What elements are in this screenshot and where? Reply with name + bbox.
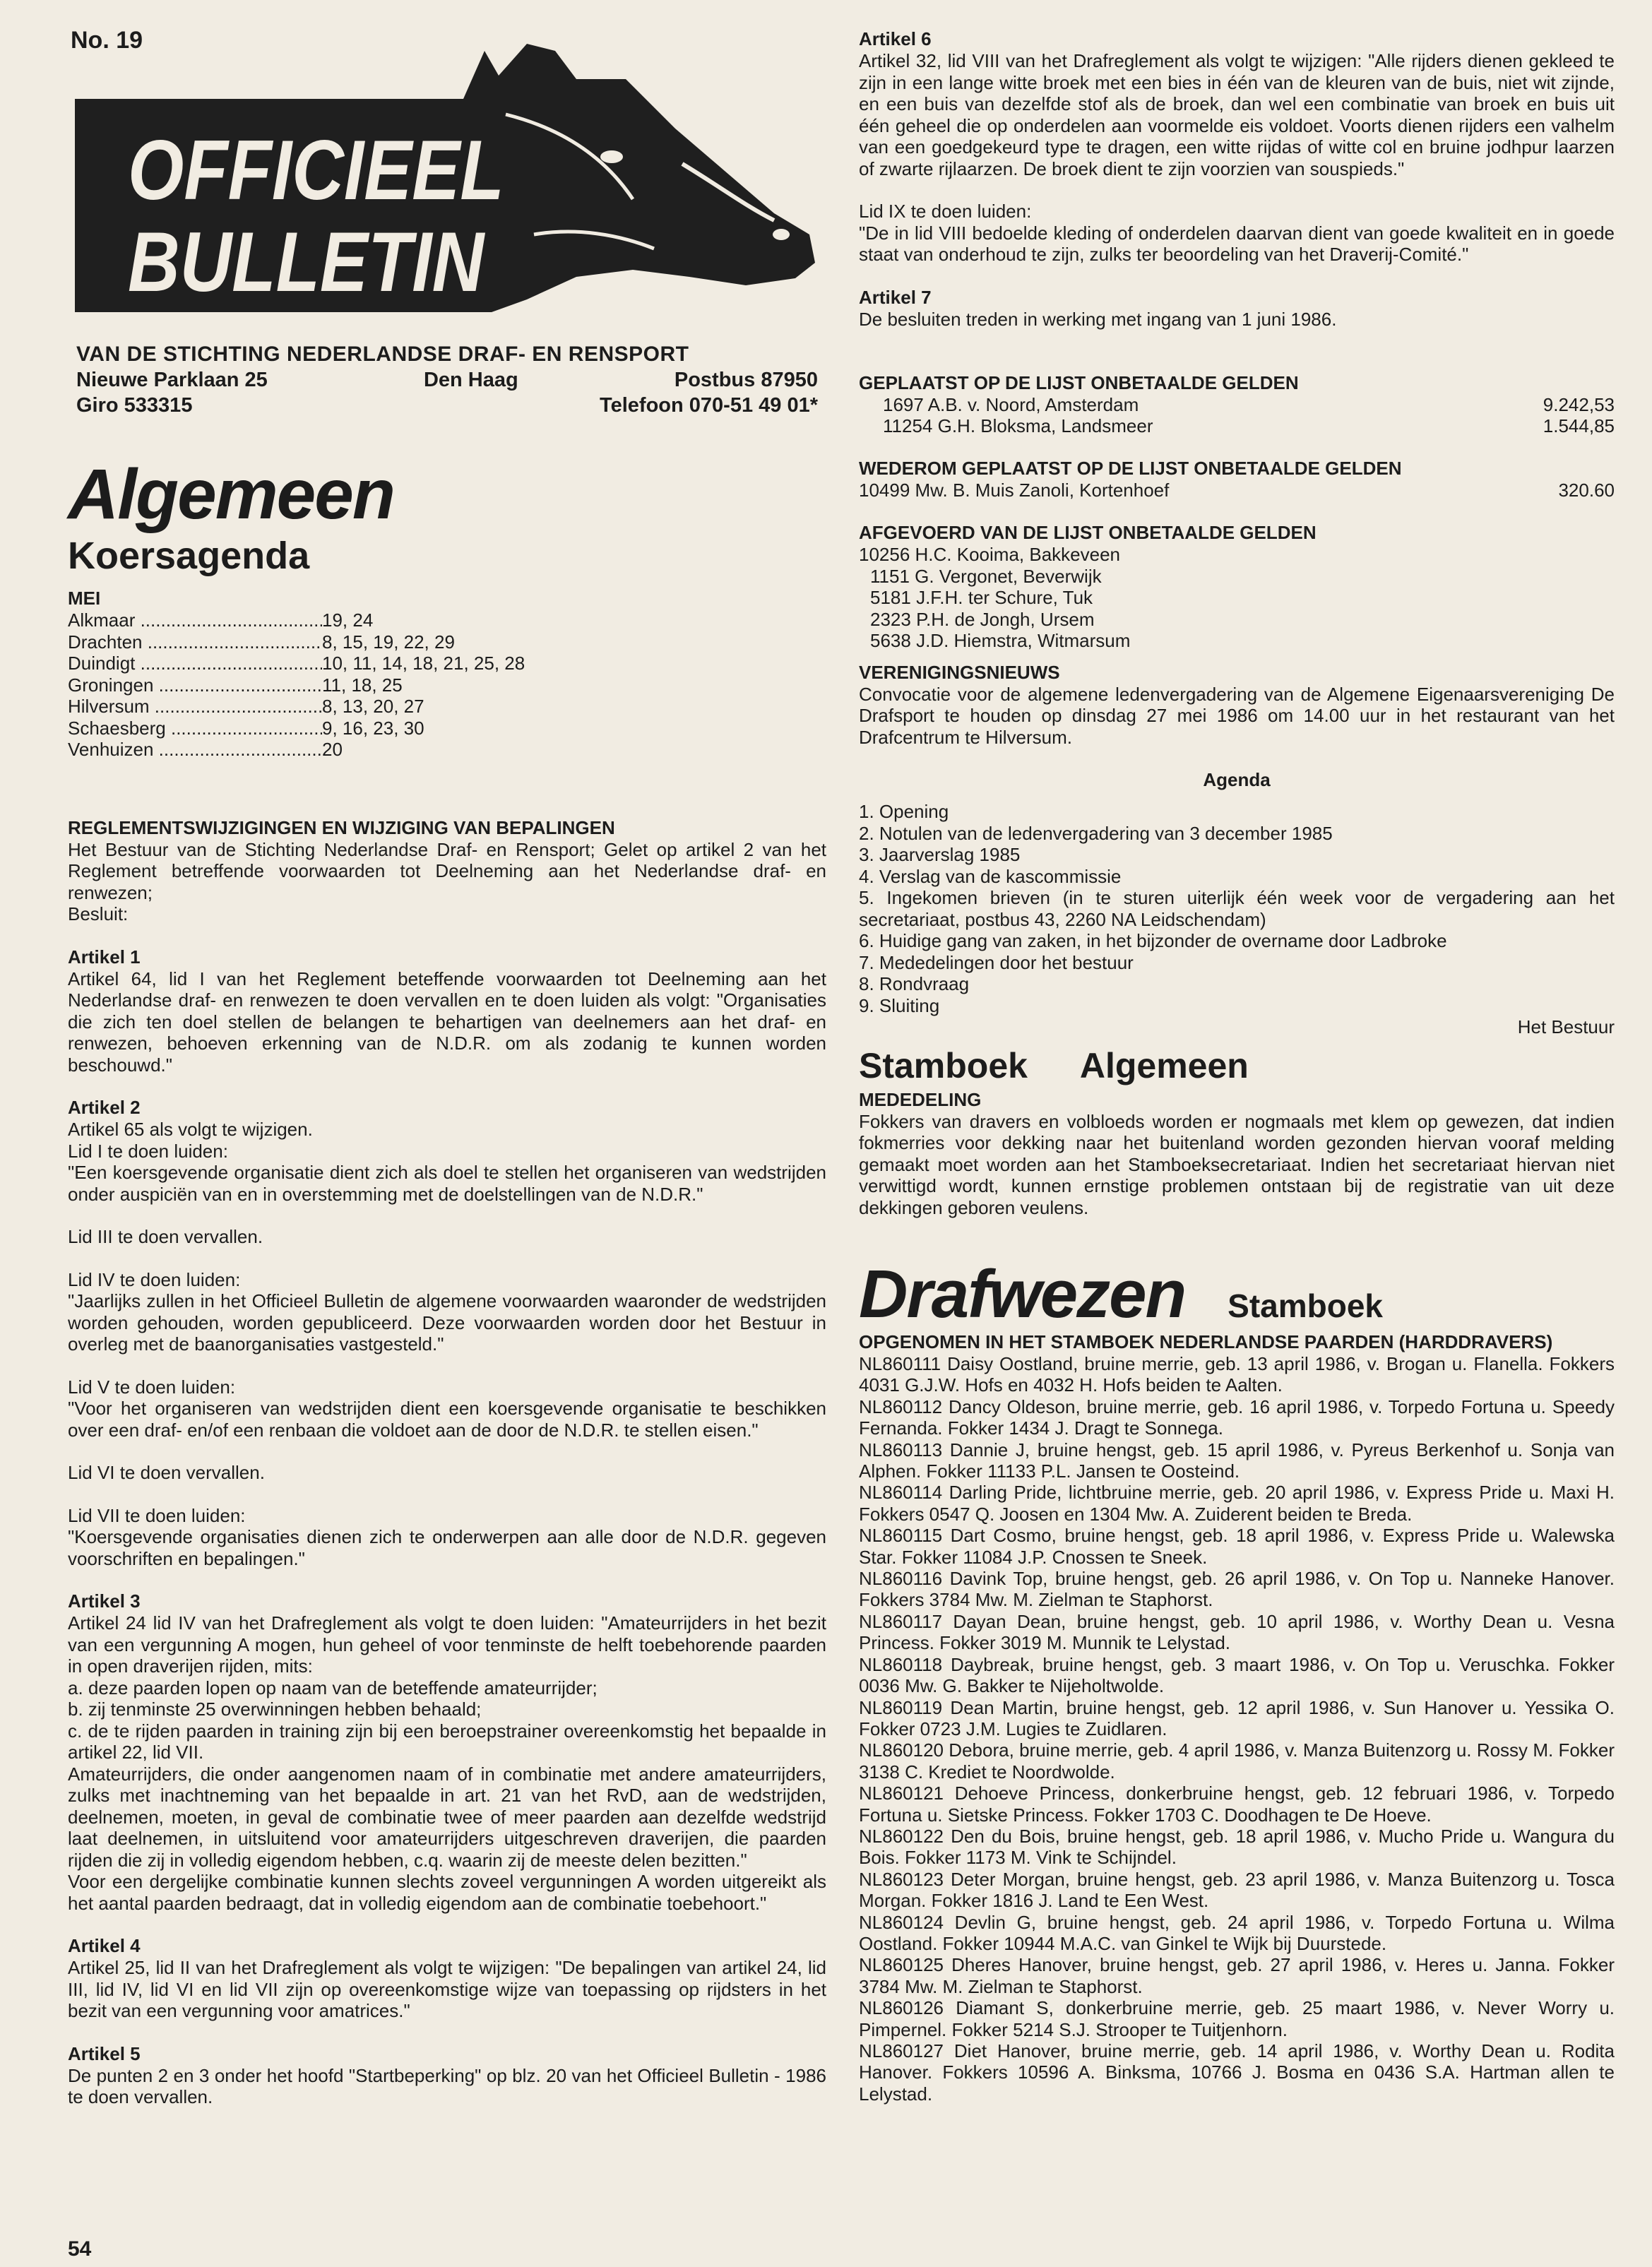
wederom-heading: WEDEROM GEPLAATST OP DE LIJST ONBETAALDE GELDEN — [859, 458, 1402, 479]
besluit-label: Besluit: — [68, 903, 129, 924]
signed-by: Het Bestuur — [1517, 1016, 1615, 1037]
horse-head-logo — [68, 23, 819, 318]
afgevoerd-item: 5181 J.F.H. ter Schure, Tuk — [870, 587, 1093, 608]
agenda-dates: 20 — [322, 739, 343, 760]
afgevoerd-item: 2323 P.H. de Jongh, Ursem — [870, 608, 1095, 630]
artikel-2-lid1: "Een koersgevende organisatie dient zich als doel te stellen het organiseren van wedstrijden onder auspiciën van en in overstemming met de doelstellingen van de N.D.R." — [68, 1162, 826, 1205]
stamboek-entry: NL860113 Dannie J, bruine hengst, geb. 15 april 1986, v. Pyreus Berkenhof u. Sonja van Alphen. Fokker 11133 P.L. Jansen te Oosteind. — [859, 1439, 1615, 1482]
artikel-3-a: a. deze paarden lopen op naam van de beteffende amateurrijder; — [68, 1677, 598, 1698]
mededeling-text: Fokkers van dravers en volbloeds worden er nogmaals met klem op gewezen, dat indien fokmerries voor dekking naar het buitenland worden gezonden hiervan vooraf melding gemaakt moet worden aan het Stamboeksecretariaat. Indien het secretariaat hiervan niet verwittigd wordt, kunnen ernstige problemen ontstaan bij de registratie van uit deze dekkingen geboren veulens. — [859, 1110, 1615, 1218]
afgevoerd-heading: AFGEVOERD VAN DE LIJST ONBETAALDE GELDEN — [859, 522, 1317, 543]
artikel-7-title: Artikel 7 — [859, 286, 932, 308]
stamboek-entry: NL860115 Dart Cosmo, bruine hengst, geb. 18 april 1986, v. Express Pride u. Walewska Star. Fokker 11084 J.P. Cnossen te Sneek. — [859, 1525, 1615, 1568]
stamboek-entries — [859, 1353, 1615, 2105]
stamboek-word: Stamboek — [859, 1045, 1028, 1085]
wederom-list — [859, 480, 1615, 501]
agenda-item: 5. Ingekomen brieven (in te sturen uiterlijk één week voor de vergadering aan het secretariaat, postbus 43, 2260 NA Leidschendam) — [859, 887, 1615, 930]
agenda-dates: 8, 15, 19, 22, 29 — [322, 631, 455, 653]
debt-amount: 1.544,85 — [1543, 415, 1615, 436]
mededeling-heading: MEDEDELING — [859, 1088, 982, 1110]
artikel-2-lid1-head: Lid I te doen luiden: — [68, 1140, 228, 1162]
artikel-3-text3: Voor een dergelijke combinatie kunnen slechts zoveel vergunningen A worden uitgereikt als het aantal paarden bedraagt, dat in volledig eigendom aan de combinatie toebehoort." — [68, 1871, 826, 1914]
stamboek-entry: NL860126 Diamant S, donkerbruine merrie, geb. 25 maart 1986, v. Never Worry u. Pimpernel. Fokker 5214 S.J. Strooper te Tuitjenhorn. — [859, 1997, 1615, 2040]
artikel-3-c: c. de te rijden paarden in training zijn bij een beroepstrainer overeenkomstig het bepaalde in artikel 22, lid VII. — [68, 1720, 826, 1763]
drafwezen-header — [859, 1256, 1615, 1332]
afgevoerd-item: 10256 H.C. Kooima, Bakkeveen — [859, 544, 1120, 565]
agenda-row — [68, 739, 826, 761]
stamboek-entry: NL860124 Devlin G, bruine hengst, geb. 24 april 1986, v. Torpedo Fortuna u. Wilma Oostland. Fokker 10944 M.A.C. van Ginkel te Wijk bij Duurstede. — [859, 1911, 1615, 1954]
agenda-dates: 9, 16, 23, 30 — [322, 717, 424, 739]
agenda-place: Hilversum ..... — [68, 696, 322, 718]
artikel-2-lid5: "Voor het organiseren van wedstrijden dient een koersgevende organisatie te beschikken over een draf- en/of een renbaan die voldoet aan de door de N.D.R. te stellen eisen." — [68, 1398, 826, 1441]
artikel-3-text2: Amateurrijders, die onder aangenomen naam of in combinatie met andere amateurrijders, zulks met inachtneming van het bepaalde in art. 21 van het RvD, aan de wedstrijden, deelnemen, moeten, in geval de combinatie twee of meer paarden aan dezelfde wedstrijd laat deelnemen, in uitsluitend voor amateurrijders uitgeschreven draverijen, die paarden rijden die zij in volledig eigendom hebben, c.q. waarin zij de meeste delen bezitten." — [68, 1763, 826, 1871]
artikel-6-lid9: "De in lid VIII bedoelde kleding of onderdelen daarvan dient van goede kwaliteit en in goede staat van onderhoud te zijn, zulks ter beoordeling van het Draverij-Comité." — [859, 222, 1615, 265]
agenda-dates: 11, 18, 25 — [322, 674, 403, 696]
stamboek-entry: NL860127 Diet Hanover, bruine merrie, geb. 14 april 1986, v. Worthy Dean u. Rodita Hanover. Fokkers 10596 A. Binksma, 10766 J. Bosma en 0436 S.A. Hartman allen te Lelystad. — [859, 2040, 1615, 2105]
artikel-1-text: Artikel 64, lid I van het Reglement beteffende voorwaarden tot Deelneming aan het Nederlandse draf- en renwezen te doen vervallen en te doen luiden als volgt: "Organisaties die zich ten doel stellen de belangen te behartigen van deelnemers aan het draf- en renwezen, behoeven erkenning van de N.D.R. om als zodanig te kunnen worden beschouwd." — [68, 968, 826, 1076]
vereniging-text: Convocatie voor de algemene ledenvergadering van de Algemene Eigenaarsvereniging De Drafsport te houden op dinsdag 27 mei 1986 om 14.00 uur in het restaurant van het Drafcentrum te Hilversum. — [859, 683, 1615, 748]
agenda-item: 2. Notulen van de ledenvergadering van 3 december 1985 — [859, 822, 1333, 844]
masthead — [76, 342, 818, 418]
artikel-7-text: De besluiten treden in werking met ingang van 1 juni 1986. — [859, 308, 1337, 330]
regl-intro: Het Bestuur van de Stichting Nederlandse Draf- en Rensport; Gelet op artikel 2 van het Reglement betreffende voorwaarden tot Deelneming aan het Nederlandse draf- en renwezen; — [68, 838, 826, 903]
artikel-3-b: b. zij tenminste 25 overwinningen hebben behaald; — [68, 1698, 482, 1720]
stamboek-entry: NL860123 Deter Morgan, bruine hengst, geb. 23 april 1986, v. Manza Buitenzorg u. Tosca Morgan. Fokker 1816 J. Land te Een West. — [859, 1868, 1615, 1912]
issue-number: No. 19 — [71, 27, 143, 54]
koersagenda-list — [68, 609, 826, 761]
stamboek-entry: NL860122 Den du Bois, bruine hengst, geb. 18 april 1986, v. Mucho Pride u. Wangura du Bois. Fokker 1173 M. Vink te Schijndel. — [859, 1825, 1615, 1869]
debtor-name: 11254 G.H. Bloksma, Landsmeer — [883, 415, 1153, 436]
stamboek-entry: NL860112 Dancy Oldeson, bruine merrie, geb. 16 april 1986, v. Torpedo Fortuna u. Speedy Fernanda. Fokker 1434 J. Dragt te Sonnega. — [859, 1396, 1615, 1439]
agenda-title: Agenda — [1203, 769, 1271, 790]
logo-word-2: BULLETIN — [128, 214, 485, 309]
stamboek-entry: NL860120 Debora, bruine merrie, geb. 4 april 1986, v. Manza Buitenzorg u. Rossy M. Fokker 3138 C. Krediet te Noordwolde. — [859, 1739, 1615, 1783]
stamboek-entry: NL860117 Dayan Dean, bruine hengst, geb. 10 april 1986, v. Worthy Dean u. Vesna Princess. Fokker 3019 M. Munnik te Lelystad. — [859, 1610, 1615, 1654]
artikel-2-lid7: "Koersgevende organisaties dienen zich te onderwerpen aan alle door de N.D.R. gegeven voorschriften en bepalingen." — [68, 1526, 826, 1569]
agenda-item: 3. Jaarverslag 1985 — [859, 844, 1021, 865]
debtor-name: 10499 Mw. B. Muis Zanoli, Kortenhoef — [859, 480, 1170, 501]
agenda-place: Drachten ..... — [68, 631, 322, 653]
publisher-name: VAN DE STICHTING NEDERLANDSE DRAF- EN RENSPORT — [76, 343, 689, 366]
postbus: Postbus 87950 — [674, 369, 818, 391]
agenda-item: 4. Verslag van de kascommissie — [859, 865, 1122, 887]
agenda-row — [68, 674, 826, 696]
page-number: 54 — [68, 2237, 92, 2261]
agenda-row — [68, 631, 826, 653]
artikel-2-intro: Artikel 65 als volgt te wijzigen. — [68, 1119, 313, 1140]
artikel-6-lid9-head: Lid IX te doen luiden: — [859, 201, 1032, 222]
stamboek-entry: NL860114 Darling Pride, lichtbruine merrie, geb. 20 april 1986, v. Express Pride u. Maxi H. Fokkers 0547 Q. Joosen en 1304 Mw. A. Zuiderent beiden te Breda. — [859, 1482, 1615, 1525]
artikel-2-lid6: Lid VI te doen vervallen. — [68, 1462, 265, 1483]
koersagenda-title: Koersagenda — [68, 535, 310, 577]
onbetaald-row — [883, 415, 1615, 436]
agenda-place: Venhuizen ..... — [68, 739, 322, 761]
afgevoerd-item: 1151 G. Vergonet, Beverwijk — [870, 565, 1102, 587]
agenda-place: Groningen ..... — [68, 674, 322, 696]
artikel-5-text: De punten 2 en 3 onder het hoofd "Startbeperking" op blz. 20 van het Officieel Bulletin - 1986 te doen vervallen. — [68, 2064, 826, 2107]
giro: Giro 533315 — [76, 394, 193, 417]
wederom-row — [859, 480, 1615, 501]
agenda-dates: 8, 13, 20, 27 — [322, 696, 424, 717]
stamboek-entry: NL860125 Dheres Hanover, bruine hengst, geb. 27 april 1986, v. Heres u. Janna. Fokker 3784 Mw. M. Zielman te Staphorst. — [859, 1954, 1615, 1997]
artikel-2-lid4-head: Lid IV te doen luiden: — [68, 1268, 241, 1290]
artikel-6-text: Artikel 32, lid VIII van het Drafreglement als volgt te wijzigen: "Alle rijders dienen gekleed te zijn in een lange witte broek met een bies in één van de kleuren van de buis, niet wit zijnde, en een buis van dezelfde stof als de broek, dan wel een combinatie van broek en buis uit één geheel die op onderdelen aan voormelde eis voldoet. Voorts dienen rijders een valhelm van een goedgekeurd type te dragen, een witte rijdas of witte col en bruine jodhpur laarzen of zwarte rijlaarzen. De broek dient te zijn voorzien van souspieds." — [859, 50, 1615, 179]
address: Nieuwe Parklaan 25 — [76, 369, 268, 391]
drafwezen-subtitle: Stamboek — [1228, 1287, 1383, 1324]
onbetaald-heading: GEPLAATST OP DE LIJST ONBETAALDE GELDEN — [859, 372, 1299, 393]
artikel-5-title: Artikel 5 — [68, 2042, 141, 2064]
agenda-dates: 10, 11, 14, 18, 21, 25, 28 — [322, 653, 525, 674]
afgevoerd-item: 5638 J.D. Hiemstra, Witmarsum — [870, 630, 1131, 651]
stamboek-entry: NL860111 Daisy Oostland, bruine merrie, geb. 13 april 1986, v. Brogan u. Flanella. Fokkers 4031 G.J.W. Hofs en 4032 H. Hofs beiden te Aalten. — [859, 1353, 1615, 1396]
artikel-1-title: Artikel 1 — [68, 946, 141, 968]
city: Den Haag — [423, 369, 518, 391]
agenda-item: 9. Sluiting — [859, 994, 940, 1016]
agenda-item: 1. Opening — [859, 801, 949, 822]
stamboek-entry: NL860116 Davink Top, bruine hengst, geb. 26 april 1986, v. On Top u. Nanneke Hanover. Fokkers 3784 Mw. M. Zielman te Staphorst. — [859, 1568, 1615, 1611]
stamboek-entry: NL860119 Dean Martin, bruine hengst, geb. 12 april 1986, v. Sun Hanover u. Yessika O. Fokker 0723 J.M. Lugies te Zuidlaren. — [859, 1696, 1615, 1739]
onbetaald-row — [883, 394, 1615, 415]
agenda-place: Duindigt ..... — [68, 653, 322, 674]
artikel-3-title: Artikel 3 — [68, 1590, 141, 1612]
vereniging-heading: VERENIGINGSNIEUWS — [859, 661, 1060, 683]
agenda-place: Schaesberg ..... — [68, 718, 322, 739]
left-column — [68, 455, 826, 2129]
artikel-2-lid3: Lid III te doen vervallen. — [68, 1226, 263, 1247]
agenda-item: 8. Rondvraag — [859, 973, 970, 994]
agenda-row — [68, 609, 826, 631]
stamboek-entry: NL860118 Daybreak, bruine hengst, geb. 3 maart 1986, v. On Top u. Veruschka. Fokker 0036 Mw. G. Bakker te Nijeholtwolde. — [859, 1653, 1615, 1697]
logo — [68, 23, 819, 318]
artikel-2-title: Artikel 2 — [68, 1097, 141, 1118]
agenda-row — [68, 718, 826, 739]
section-title-algemeen: Algemeen — [68, 455, 394, 534]
agenda-item: 7. Mededelingen door het bestuur — [859, 951, 1134, 973]
agenda-place: Alkmaar ..... — [68, 609, 322, 631]
drafwezen-title: Drafwezen — [859, 1256, 1186, 1332]
meeting-agenda — [859, 801, 1615, 1016]
artikel-6-title: Artikel 6 — [859, 28, 932, 49]
debt-amount: 320.60 — [1558, 480, 1615, 501]
agenda-dates: 19, 24 — [322, 609, 374, 631]
stamboek-entry: NL860121 Dehoeve Princess, donkerbruine hengst, geb. 12 februari 1986, v. Torpedo Fortuna u. Sietske Princess. Fokker 1703 C. Doodhagen te De Hoeve. — [859, 1783, 1615, 1826]
phone: Telefoon 070-51 49 01* — [600, 394, 818, 417]
month-label: MEI — [68, 588, 101, 609]
debtor-name: 1697 A.B. v. Noord, Amsterdam — [883, 394, 1139, 415]
artikel-4-title: Artikel 4 — [68, 1935, 141, 1956]
stamboek-algemeen-title — [859, 1045, 1615, 1086]
logo-word-1: OFFICIEEL — [128, 122, 504, 218]
debt-amount: 9.242,53 — [1543, 394, 1615, 415]
algemeen-word: Algemeen — [1079, 1045, 1249, 1085]
afgevoerd-list — [859, 544, 1615, 652]
artikel-2-lid5-head: Lid V te doen luiden: — [68, 1376, 236, 1398]
onbetaald-list — [859, 394, 1615, 436]
artikel-2-lid7-head: Lid VII te doen luiden: — [68, 1504, 246, 1526]
agenda-row — [68, 653, 826, 674]
agenda-item: 6. Huidige gang van zaken, in het bijzonder de overname door Ladbroke — [859, 930, 1447, 951]
regl-heading: REGLEMENTSWIJZIGINGEN EN WIJZIGING VAN BEPALINGEN — [68, 816, 615, 838]
artikel-3-text1: Artikel 24 lid IV van het Drafreglement als volgt te doen luiden: "Amateurrijders in het bezit van een vergunning A mogen, hun geheel of voor tenminste de helft toebehorende paarden in open draverijen rijden, mits: — [68, 1612, 826, 1677]
right-column — [859, 28, 1615, 2105]
agenda-row — [68, 696, 826, 718]
artikel-2-lid4: "Jaarlijks zullen in het Officieel Bulletin de algemene voorwaarden waaronder de wedstrijden worden gehouden, worden gepubliceerd. Deze voorwaarden worden door het Bestuur in overleg met de baanorganisaties vastgesteld." — [68, 1290, 826, 1355]
opgenomen-heading: OPGENOMEN IN HET STAMBOEK NEDERLANDSE PAARDEN (HARDDRAVERS) — [859, 1331, 1553, 1352]
artikel-4-text: Artikel 25, lid II van het Drafreglement als volgt te wijzigen: "De bepalingen van artikel 24, lid III, lid IV, lid VI en lid VII zijn op overeenkomstige wijze van toepassing op rijdsters in het bezit van een vergunning voor amatrices." — [68, 1957, 826, 2021]
